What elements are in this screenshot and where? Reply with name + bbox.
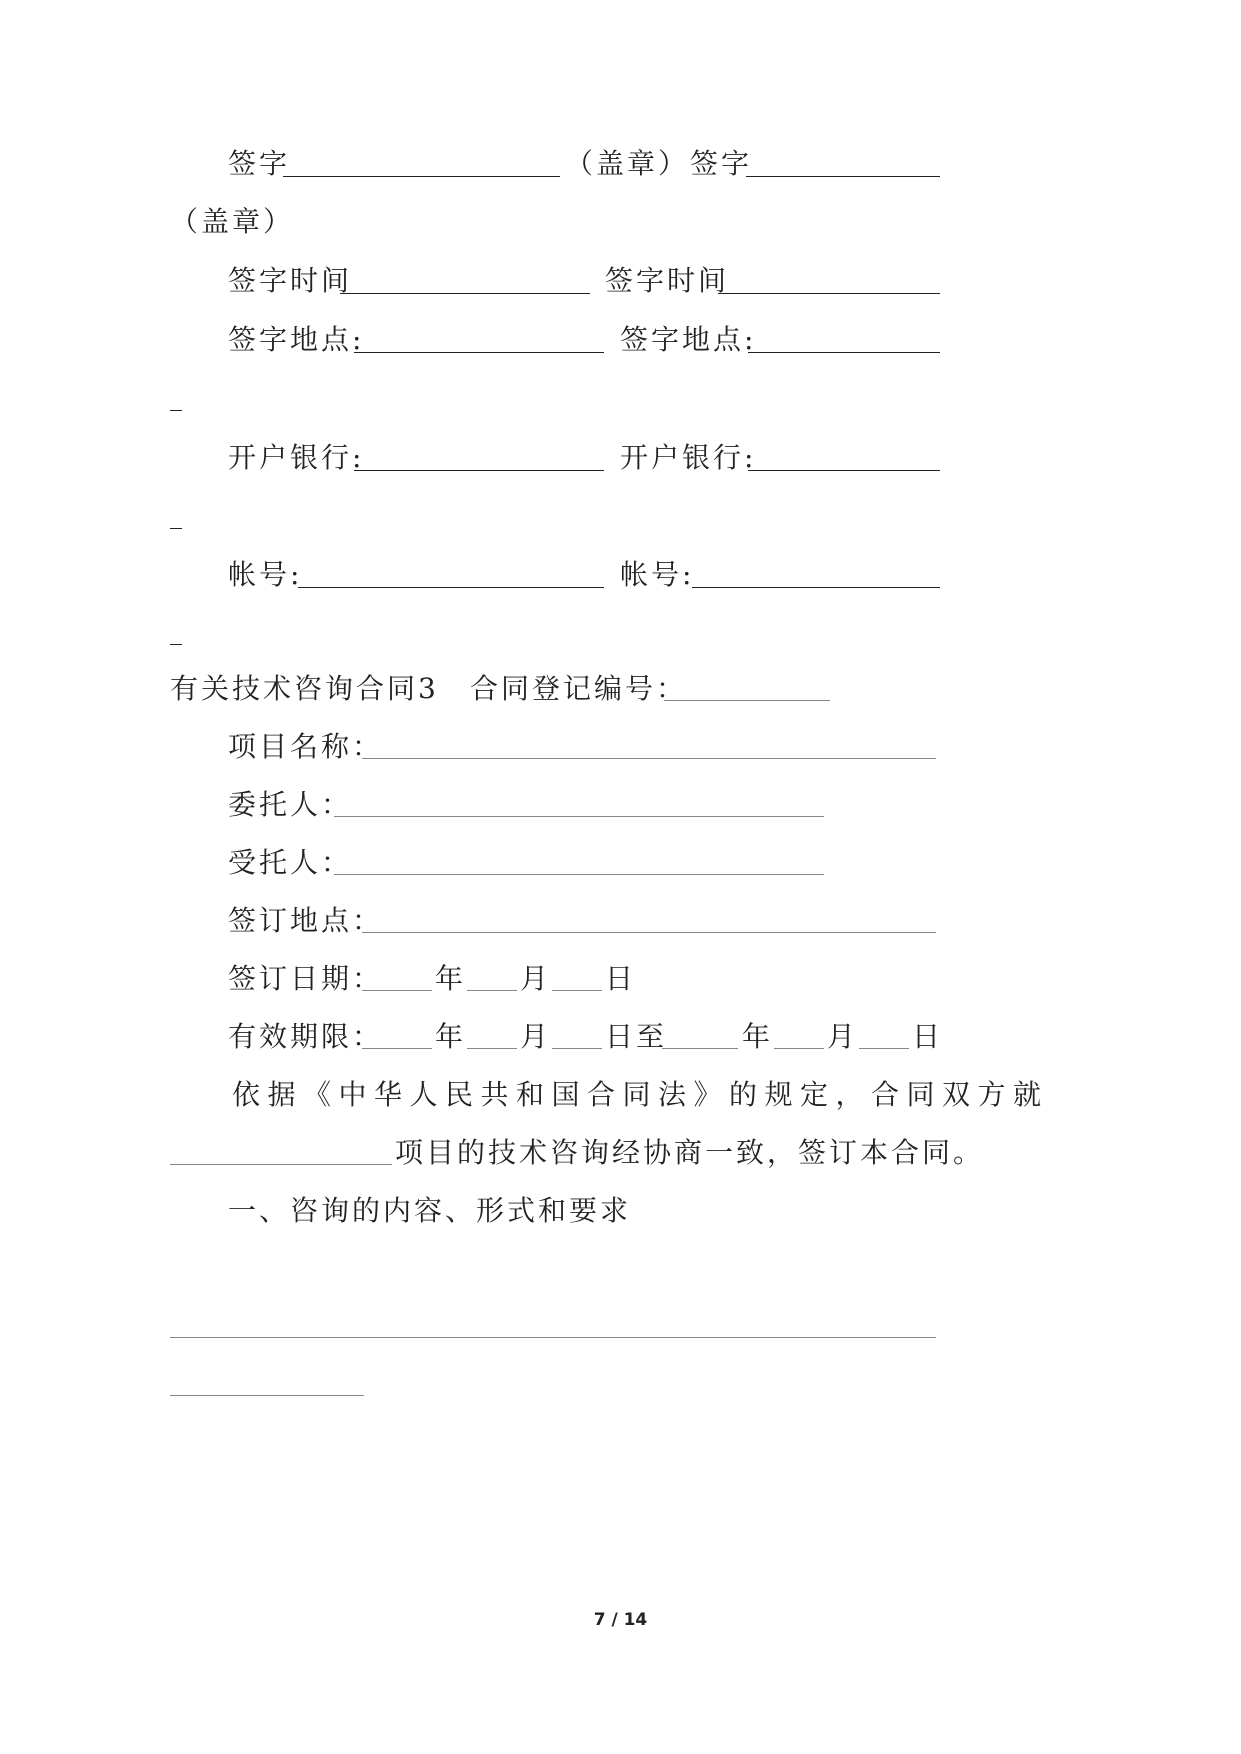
sign-time-blank-b[interactable] (718, 293, 940, 294)
para2-text: 项目的技术咨询经协商一致，签订本合同。 (395, 1136, 985, 1169)
validity-year: 年 (435, 1020, 467, 1053)
client-blank[interactable] (334, 816, 824, 817)
validity-day-blank[interactable] (552, 1048, 602, 1049)
sign-place-label-a: 签字地点: (228, 323, 365, 356)
bank-blank-a[interactable] (354, 470, 604, 471)
sign-place-blank-b[interactable] (748, 352, 940, 353)
bank-label-a: 开户银行: (228, 441, 365, 474)
bank-label-b: 开户银行: (620, 441, 757, 474)
account-blank-b[interactable] (692, 587, 940, 588)
validity-month-blank[interactable] (467, 1048, 517, 1049)
validity-day-to: 日至 (605, 1020, 668, 1053)
sign-blank-a[interactable] (283, 176, 560, 177)
section1-blank-line-2[interactable] (170, 1395, 364, 1396)
seal-label-2: （盖章） (170, 205, 295, 238)
para1-text: 依据《中华人民共和国合同法》的规定，合同双方就 (232, 1078, 1049, 1111)
validity-month: 月 (520, 1020, 552, 1053)
trustee-label: 受托人： (228, 846, 353, 879)
sign-place-continuation (170, 410, 182, 411)
signing-date-label: 签订日期： (228, 962, 384, 995)
project-name-blank[interactable] (362, 758, 936, 759)
signing-date-day-blank[interactable] (552, 990, 602, 991)
reg-number-blank[interactable] (664, 700, 830, 701)
project-name-label: 项目名称： (228, 730, 384, 763)
sign-place-blank-a[interactable] (354, 352, 604, 353)
bank-continuation (170, 528, 182, 529)
signing-date-year: 年 (435, 962, 467, 995)
validity-label: 有效期限： (228, 1020, 384, 1053)
validity-month2-blank[interactable] (774, 1048, 824, 1049)
signing-date-month: 月 (520, 962, 552, 995)
validity-year2: 年 (742, 1020, 774, 1053)
account-continuation (170, 644, 182, 645)
sign-label-a: 签字 (228, 147, 291, 180)
page-number: 7 / 14 (593, 1610, 648, 1630)
signing-date-year-blank[interactable] (362, 990, 432, 991)
contract-heading: 有关技术咨询合同3 (170, 672, 439, 705)
account-label-b: 帐号: (620, 558, 695, 591)
account-blank-a[interactable] (298, 587, 604, 588)
validity-day2-blank[interactable] (859, 1048, 909, 1049)
sign-time-label-b: 签字时间 (605, 264, 730, 297)
client-label: 委托人： (228, 788, 353, 821)
section1-blank-line-1[interactable] (170, 1337, 936, 1338)
validity-year-blank[interactable] (362, 1048, 432, 1049)
sign-place-label-b: 签字地点: (620, 323, 757, 356)
sign-blank-b[interactable] (746, 176, 940, 177)
validity-month2: 月 (827, 1020, 859, 1053)
signing-date-month-blank[interactable] (467, 990, 517, 991)
para2-project-blank[interactable] (170, 1164, 392, 1165)
signing-place-label: 签订地点： (228, 904, 384, 937)
signing-date-day: 日 (605, 962, 637, 995)
reg-number-label: 合同登记编号： (470, 672, 688, 705)
sign-time-blank-a[interactable] (340, 293, 590, 294)
sign-time-label-a: 签字时间 (228, 264, 353, 297)
seal-label: （盖章） (565, 147, 690, 180)
validity-day2: 日 (912, 1020, 944, 1053)
account-label-a: 帐号: (228, 558, 303, 591)
section1-heading: 一、咨询的内容、形式和要求 (228, 1194, 632, 1227)
sign-label-b: 签字 (690, 147, 753, 180)
trustee-blank[interactable] (334, 874, 824, 875)
signing-place-blank[interactable] (362, 932, 936, 933)
bank-blank-b[interactable] (748, 470, 940, 471)
validity-year2-blank[interactable] (662, 1048, 738, 1049)
